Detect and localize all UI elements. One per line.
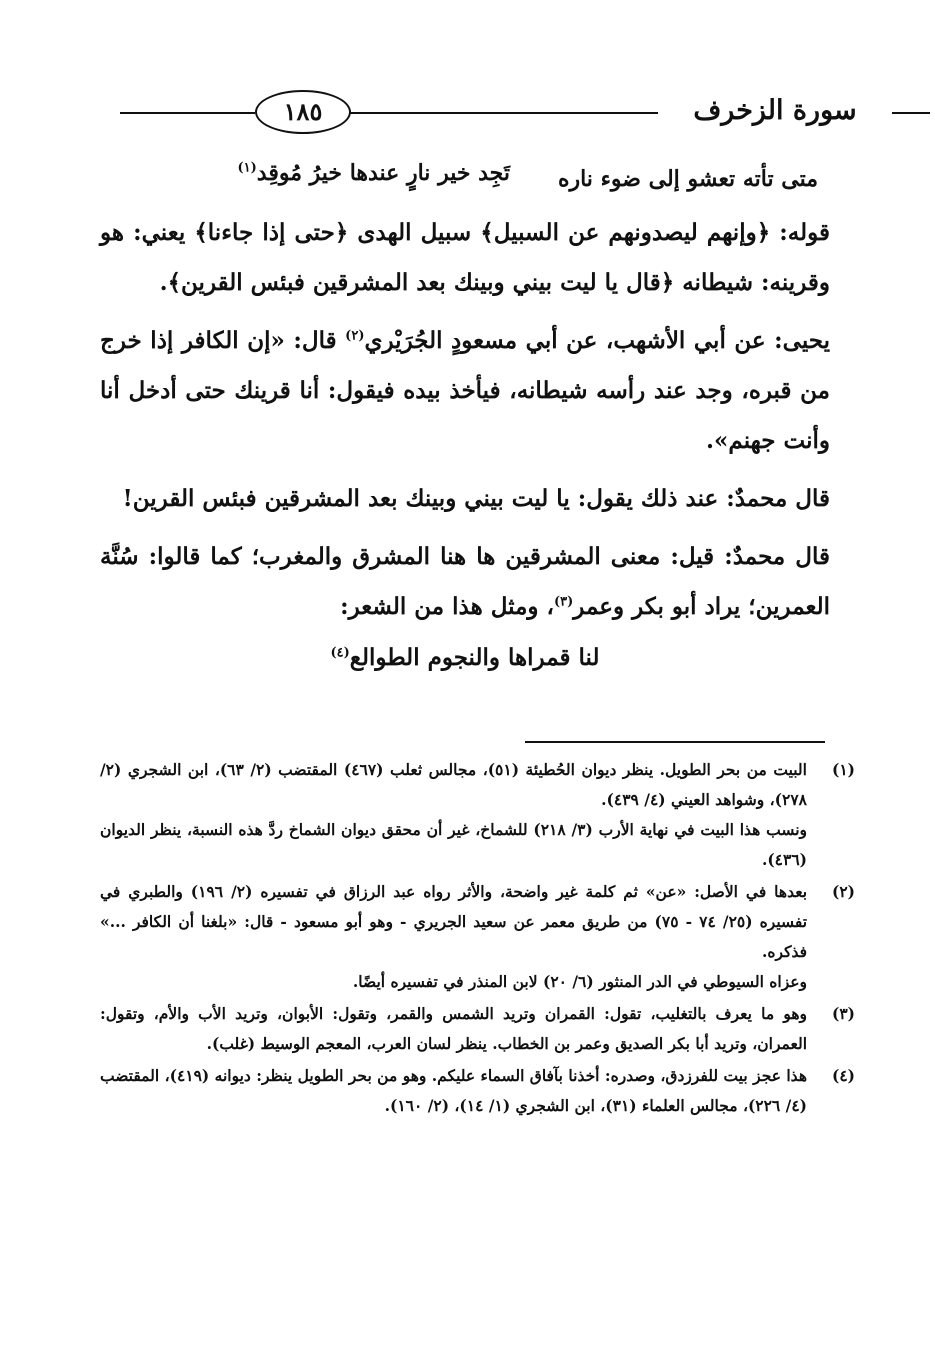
footnote-number: (٣)	[831, 1004, 855, 1023]
footnote-2	[100, 877, 855, 997]
poetry-verse	[100, 160, 830, 200]
footnotes	[100, 755, 855, 1121]
footnote-marker-4[interactable]: (٤)	[330, 645, 350, 661]
hemistich-text: تَجِد خير نارٍ عندها خيرُ مُوقِد	[256, 160, 510, 186]
paragraph-2-text-b: قال: «إن الكافر إذا خرج من قبره، وجد عند رأسه شيطانه، فيأخذ بيده فيقول: أنا قرينك حتى أدخل أنا وأنت جهنم».	[100, 327, 830, 454]
running-header	[110, 88, 857, 138]
page-number: ١٨٥	[255, 90, 351, 134]
header-rule-left	[120, 112, 255, 114]
footnote-line: بعدها في الأصل: «عن» ثم كلمة غير واضحة، والأثر رواه عبد الرزاق في تفسيره (٢/ ١٩٦) والطبري في تفسيره (٢٥/ ٧٤ - ٧٥) من طريق معمر عن سعيد الجريري - وهو أبو مسعود - قال: «بلغنا أن الكافر ...» فذكره.	[100, 882, 808, 961]
footnote-line: وهو ما يعرف بالتغليب، تقول: القمران وتريد الشمس والقمر، وتقول: الأبوان، وتريد الأب والأم، وتقول: العمران، وتريد أبا بكر الصديق وعمر بن الخطاب. ينظر لسان العرب، المعجم الوسيط (غلب).	[100, 1004, 807, 1053]
footnote-line: ونسب هذا البيت في نهاية الأرب (٣/ ٢١٨) للشماخ، غير أن محقق ديوان الشماخ ردَّ هذه النسبة، ينظر الديوان (٤٣٦).	[100, 820, 807, 869]
footnote-marker-1[interactable]: (١)	[237, 160, 257, 176]
main-text	[100, 160, 830, 684]
footnote-marker-2[interactable]: (٢)	[345, 328, 365, 344]
paragraph-4	[100, 532, 830, 632]
paragraph-3: قال محمدٌ: عند ذلك يقول: يا ليت بيني وبينك بعد المشرقين فبئس القرين!	[122, 485, 830, 512]
header-rule-middle	[350, 112, 658, 114]
paragraph-2	[100, 316, 830, 466]
paragraph-1: قوله: ﴿وإنهم ليصدونهم عن السبيل﴾ سبيل الهدى ﴿حتى إذا جاءنا﴾ يعني: هو وقرينه: شيطانه ﴿قال يا ليت بيني وبينك بعد المشرقين فبئس القرين﴾.	[100, 219, 830, 296]
verse-second-hemistich	[237, 160, 510, 186]
footnote-line: هذا عجز بيت للفرزدق، وصدره: أخذنا بآفاق السماء عليكم. وهو من بحر الطويل ينظر: ديوانه (٤١٩)، المقتضب (٤/ ٢٢٦)، مجالس العلماء (٣١)، ابن الشجري (١/ ١٤)، (٢/ ١٦٠).	[100, 1066, 807, 1115]
footnote-line: البيت من بحر الطويل. ينظر ديوان الحُطيئة (٥١)، مجالس ثعلب (٤٦٧) المقتضب (٢/ ٦٣)، ابن الشجري (٢/ ٢٧٨)، وشواهد العيني (٤/ ٤٣٩).	[100, 760, 807, 809]
paragraph-2-text-a: يحيى: عن أبي الأشهب، عن أبي مسعودٍ الجُرَيْري	[364, 327, 831, 354]
paragraph-4-text-a: قال محمدٌ: قيل: معنى المشرقين ها هنا المشرق والمغرب؛ كما قالوا: سُنَّة العمرين؛ يراد أبو بكر وعمر	[100, 543, 830, 620]
half-verse-text: لنا قمراها والنجوم الطوالع	[349, 644, 600, 671]
footnote-separator	[525, 741, 825, 743]
quoted-half-verse	[100, 632, 830, 684]
footnote-4	[100, 1061, 855, 1121]
paragraph-4-text-b: ، ومثل هذا من الشعر:	[340, 593, 554, 620]
footnote-number: (١)	[831, 760, 855, 779]
sura-title: سورة الزخرف	[693, 95, 857, 126]
footnote-line: وعزاه السيوطي في الدر المنثور (٦/ ٢٠) لابن المنذر في تفسيره أيضًا.	[352, 972, 807, 991]
footnote-number: (٢)	[831, 882, 855, 901]
footnote-marker-3[interactable]: (٣)	[553, 594, 574, 610]
footnote-number: (٤)	[831, 1066, 855, 1085]
header-rule-right	[892, 112, 930, 114]
footnote-3	[100, 999, 855, 1059]
footnote-1	[100, 755, 855, 875]
verse-first-hemistich: متى تأته تعشو إلى ضوء ناره	[557, 166, 818, 192]
